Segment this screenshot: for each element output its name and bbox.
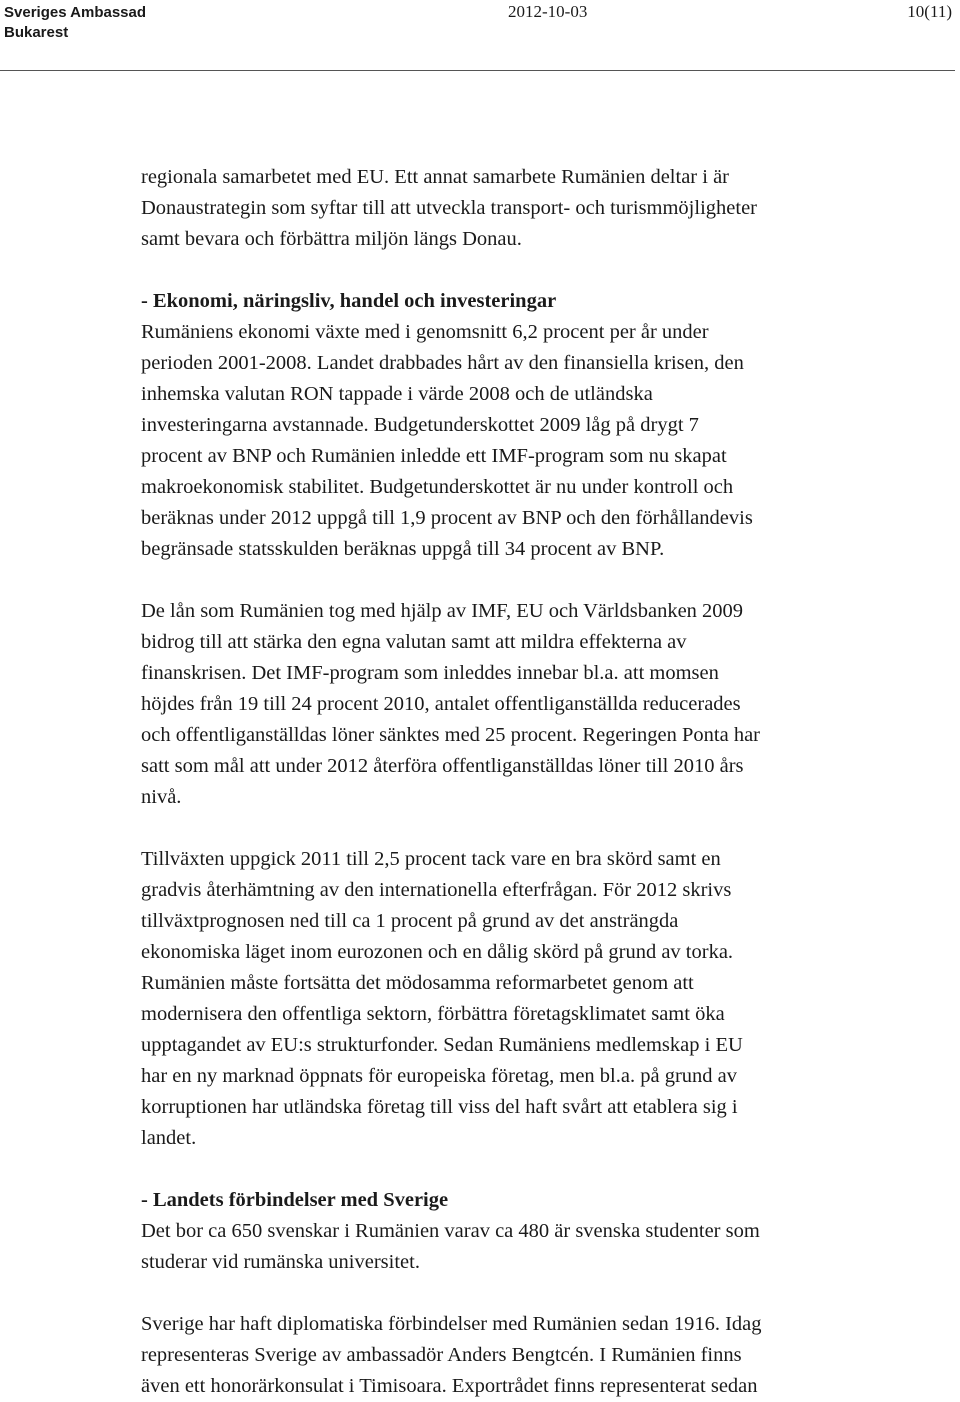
text-line: höjdes från 19 till 24 procent 2010, antalet offentliganställda reducerades	[141, 693, 741, 715]
paragraph	[141, 162, 941, 255]
document-date: 2012-10-03	[508, 2, 588, 21]
text-line: samt bevara och förbättra miljön längs Donau.	[141, 228, 522, 250]
text-line: bidrog till att stärka den egna valutan samt att mildra effekterna av	[141, 631, 687, 653]
text-line: och offentliganställdas löner sänktes med 25 procent. Regeringen Ponta har	[141, 724, 761, 746]
paragraph	[141, 596, 941, 813]
section-heading: - Landets förbindelser med Sverige	[141, 1189, 449, 1211]
text-line: nivå.	[141, 786, 182, 808]
text-line: modernisera den offentliga sektorn, förbättra företagsklimatet samt öka	[141, 1003, 725, 1025]
text-line: Sverige har haft diplomatiska förbindelser med Rumänien sedan 1916. Idag	[141, 1313, 762, 1335]
paragraph	[141, 844, 941, 1154]
page-header	[0, 0, 960, 72]
text-line: satt som mål att under 2012 återföra offentliganställdas löner till 2010 års	[141, 755, 744, 777]
text-line: regionala samarbetet med EU. Ett annat samarbete Rumänien deltar i är	[141, 166, 729, 188]
page-number: 10(11)	[907, 2, 952, 21]
text-line: studerar vid rumänska universitet.	[141, 1251, 420, 1273]
section	[141, 1185, 941, 1278]
text-line: korruptionen har utländska företag till viss del haft svårt att etablera sig i	[141, 1096, 738, 1118]
text-line: Det bor ca 650 svenskar i Rumänien varav ca 480 är svenska studenter som	[141, 1220, 760, 1242]
text-line: har en ny marknad öppnats för europeiska företag, men bl.a. på grund av	[141, 1065, 738, 1087]
section-heading: - Ekonomi, näringsliv, handel och investeringar	[141, 290, 557, 312]
text-line: ekonomiska läget inom eurozonen och en dålig skörd på grund av torka.	[141, 941, 734, 963]
text-line: tillväxtprognosen ned till ca 1 procent på grund av det ansträngda	[141, 910, 679, 932]
text-line: Rumänien måste fortsätta det mödosamma reformarbetet genom att	[141, 972, 694, 994]
text-line: begränsade statsskulden beräknas uppgå till 34 procent av BNP.	[141, 538, 665, 560]
text-line: procent av BNP och Rumänien inledde ett IMF-program som nu skapat	[141, 445, 727, 467]
text-line: landet.	[141, 1127, 197, 1149]
embassy-name	[4, 3, 146, 43]
text-line: finanskrisen. Det IMF-program som inleddes innebar bl.a. att momsen	[141, 662, 719, 684]
section	[141, 286, 941, 565]
text-line: beräknas under 2012 uppgå till 1,9 procent av BNP och den förhållandevis	[141, 507, 753, 529]
text-line: representeras Sverige av ambassadör Anders Bengtcén. I Rumänien finns	[141, 1344, 742, 1366]
text-line: makroekonomisk stabilitet. Budgetunderskottet är nu under kontroll och	[141, 476, 734, 498]
text-line: Tillväxten uppgick 2011 till 2,5 procent tack vare en bra skörd samt en	[141, 848, 721, 870]
text-line: även ett honorärkonsulat i Timisoara. Exportrådet finns representerat sedan	[141, 1375, 758, 1397]
embassy-name-line-2: Bukarest	[4, 24, 69, 41]
text-line: gradvis återhämtning av den internationella efterfrågan. För 2012 skrivs	[141, 879, 732, 901]
text-line: upptagandet av EU:s strukturfonder. Sedan Rumäniens medlemskap i EU	[141, 1034, 743, 1056]
header-divider	[0, 70, 955, 71]
paragraph	[141, 1309, 941, 1402]
text-line: perioden 2001-2008. Landet drabbades hårt av den finansiella krisen, den	[141, 352, 744, 374]
text-line: De lån som Rumänien tog med hjälp av IMF, EU och Världsbanken 2009	[141, 600, 744, 622]
text-line: investeringarna avstannade. Budgetunderskottet 2009 låg på drygt 7	[141, 414, 699, 436]
text-line: Rumäniens ekonomi växte med i genomsnitt 6,2 procent per år under	[141, 321, 709, 343]
text-line: inhemska valutan RON tappade i värde 2008 och de utländska	[141, 383, 653, 405]
document-body	[141, 162, 941, 1402]
embassy-name-line-1: Sveriges Ambassad	[4, 4, 147, 21]
text-line: Donaustrategin som syftar till att utveckla transport- och turismmöjligheter	[141, 197, 757, 219]
